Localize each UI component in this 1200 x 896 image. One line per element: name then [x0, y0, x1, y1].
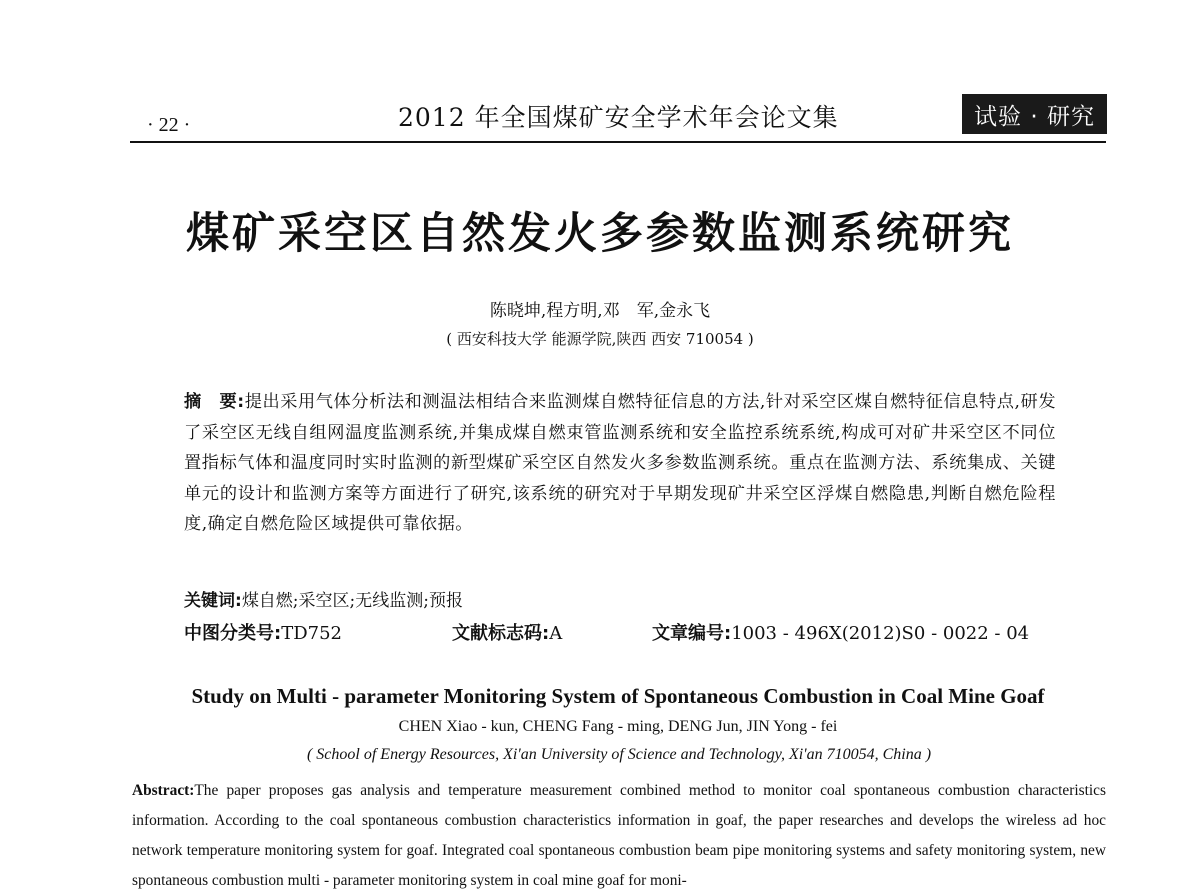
keywords-label: 关键词: [184, 591, 242, 611]
keywords-text: 煤自燃;采空区;无线监测;预报 [241, 591, 463, 611]
clc-value: TD752 [281, 623, 342, 644]
paper-title-cn: 煤矿采空区自然发火多参数监测系统研究 [186, 209, 1014, 259]
clc-label: 中图分类号: [184, 623, 282, 644]
authors-en: CHEN Xiao - kun, CHENG Fang - ming, DENG Jun, JIN Yong - fei [398, 718, 838, 735]
doc-code-label: 文献标志码: [452, 623, 550, 644]
paper-title-en: Study on Multi - parameter Monitoring System of Spontaneous Combustion in Coal Mine Goaf [191, 684, 1045, 708]
abstract-cn-text: 提出采用气体分析法和测温法相结合来监测煤自燃特征信息的方法,针对采空区煤自燃特征信息特点,研发了采空区无线自组网温度监测系统,并集成煤自燃束管监测系统和安全监控系统系统,构成可对矿井采空区不同位置指标气体和温度同时实时监测的新型煤矿采空区自然发火多参数监测系统。重点在监测方法、系统集成、关键单元的设计和监测方案等方面进行了研究,该系统的研究对于早期发现矿井采空区浮煤自燃隐患,判断自燃危险程度,确定自燃危险区域提供可靠依据。 [184, 392, 1057, 534]
abstract-en-text: The paper proposes gas analysis and temperature measurement combined method to monitor coal spontaneous combustion characteristics information. According to the coal spontaneous combustion characteristics information in goaf, the paper researches and develops the wireless ad hoc network temperature monitoring system for goaf. Integrated coal spontaneous combustion beam pipe monitoring systems and safety monitoring system, new spontaneous combustion multi - parameter monitoring system in coal mine goaf for moni- [132, 782, 1106, 889]
affiliation-en: ( School of Energy Resources, Xi'an University of Science and Technology, Xi'an 710054, China ) [306, 746, 932, 763]
article-no-label: 文章编号: [652, 623, 732, 644]
section-tag: 试验 · 研究 [962, 94, 1107, 134]
abstract-cn-label: 摘 要: [184, 392, 245, 412]
article-number [652, 619, 1029, 645]
abstract-cn [184, 387, 1056, 540]
article-no-value: 1003 - 496X(2012)S0 - 0022 - 04 [731, 623, 1030, 644]
document-code [452, 619, 562, 645]
abstract-en [132, 776, 1106, 896]
authors-cn: 陈晓坤,程方明,邓 军,金永飞 [489, 301, 711, 321]
page-number: · 22 · [147, 114, 191, 136]
keywords-cn [184, 586, 463, 611]
doc-code-value: A [549, 623, 563, 644]
affiliation-cn: ( 西安科技大学 能源学院,陕西 西安 710054 ) [446, 330, 754, 348]
abstract-en-label: Abstract: [132, 782, 195, 799]
header-rule [130, 141, 1106, 143]
journal-title: 2012 年全国煤矿安全学术年会论文集 [398, 103, 839, 132]
clc-number [184, 619, 342, 645]
